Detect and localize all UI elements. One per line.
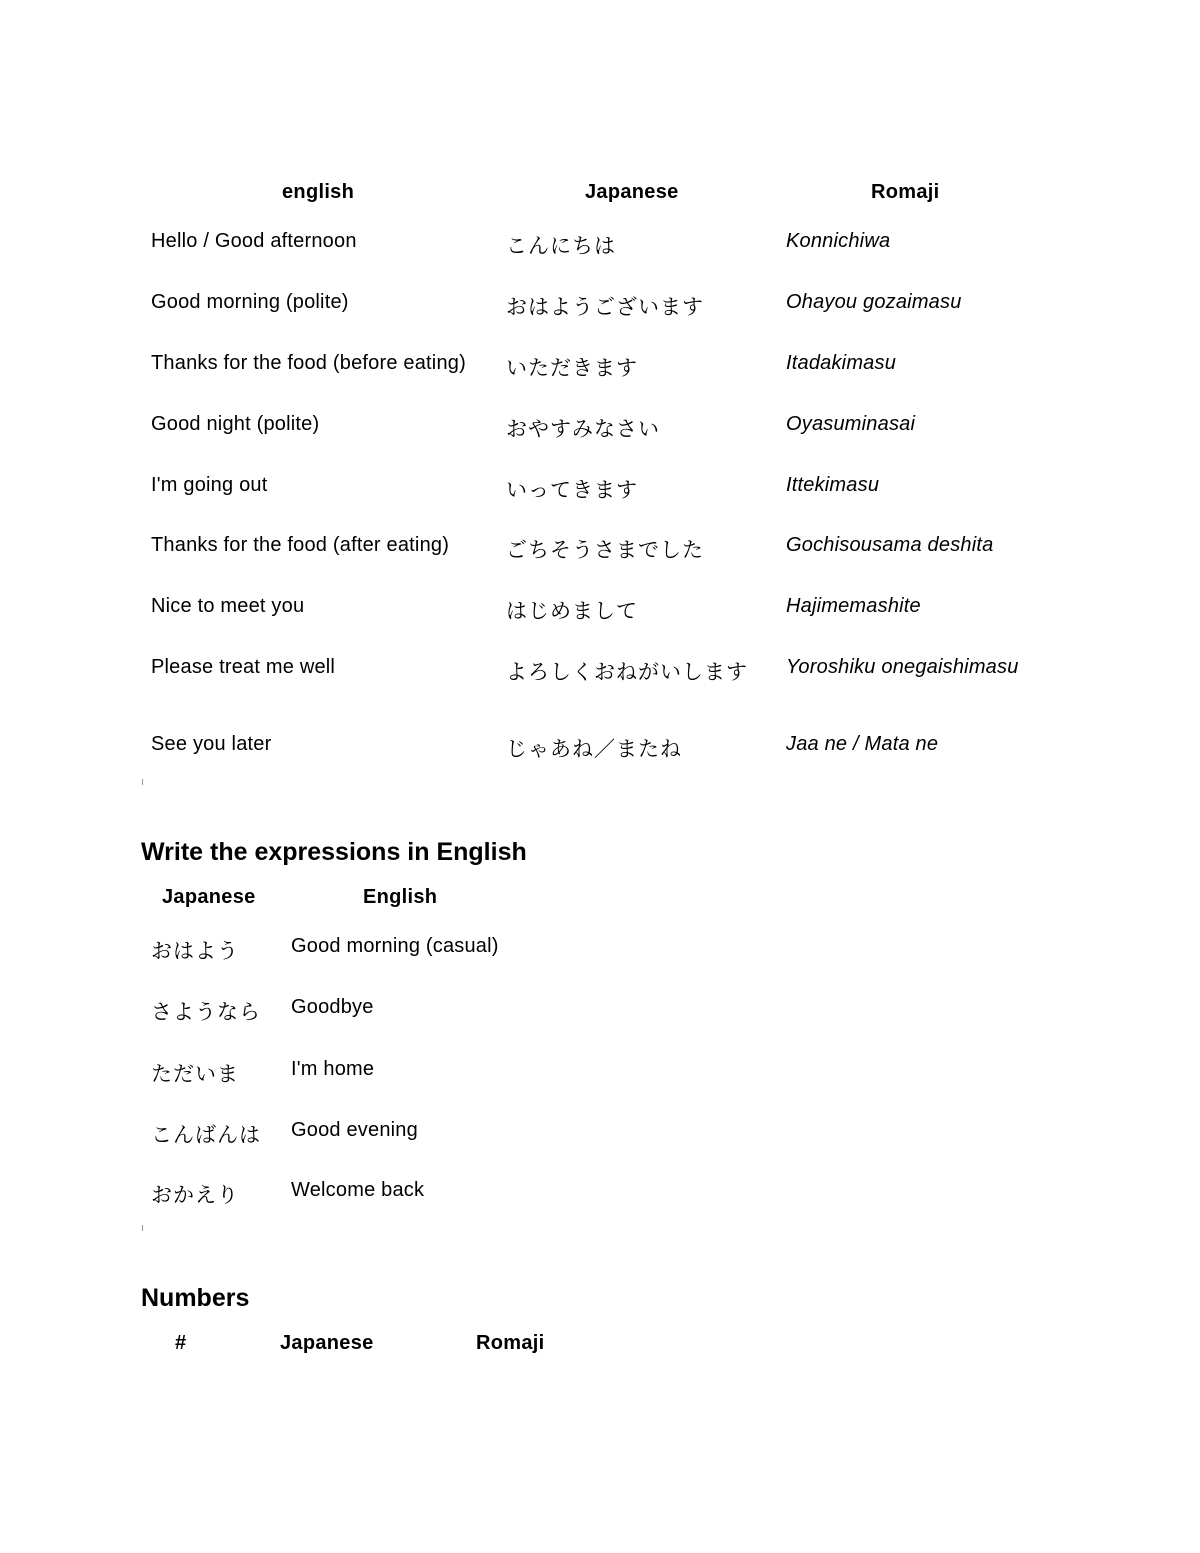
english-cell: Thanks for the food (after eating) [151, 534, 450, 556]
japanese-cell: よろしくおねがいします [506, 660, 748, 684]
english-cell: Good evening [291, 1119, 418, 1141]
english-cell: Please treat me well [151, 656, 336, 678]
section3-header-japanese: Japanese [280, 1332, 374, 1354]
section2-header-english: English [363, 886, 438, 908]
section-title-numbers: Numbers [141, 1284, 250, 1312]
japanese-cell: ただいま [151, 1062, 239, 1086]
japanese-cell: さようなら [151, 1000, 261, 1024]
english-cell: Good night (polite) [151, 413, 320, 435]
english-cell: Goodbye [291, 996, 374, 1018]
romaji-cell: Ittekimasu [786, 474, 880, 496]
section3-header-romaji: Romaji [476, 1332, 545, 1354]
japanese-cell: いってきます [506, 478, 638, 502]
english-cell: Nice to meet you [151, 595, 305, 617]
english-cell: Hello / Good afternoon [151, 230, 357, 252]
japanese-cell: おかえり [151, 1183, 239, 1207]
japanese-cell: いただきます [506, 356, 638, 380]
japanese-cell: おやすみなさい [506, 417, 660, 441]
table1-header-english: english [282, 181, 355, 203]
japanese-cell: じゃあね／またね [506, 737, 682, 761]
english-cell: See you later [151, 733, 272, 755]
english-cell: Good morning (casual) [291, 935, 499, 957]
table1-header-romaji: Romaji [871, 181, 940, 203]
japanese-cell: おはよう [151, 939, 239, 963]
section3-header-number: # [175, 1332, 187, 1354]
romaji-cell: Oyasuminasai [786, 413, 916, 435]
english-cell: Thanks for the food (before eating) [151, 352, 466, 374]
english-cell: I'm home [291, 1058, 375, 1080]
english-cell: Welcome back [291, 1179, 425, 1201]
romaji-cell: Jaa ne / Mata ne [786, 733, 939, 755]
romaji-cell: Konnichiwa [786, 230, 891, 252]
section-title-expressions: Write the expressions in English [141, 838, 527, 866]
english-cell: Good morning (polite) [151, 291, 349, 313]
romaji-cell: Hajimemashite [786, 595, 921, 617]
romaji-cell: Gochisousama deshita [786, 534, 994, 556]
romaji-cell: Itadakimasu [786, 352, 897, 374]
japanese-cell: ごちそうさまでした [506, 538, 704, 562]
romaji-cell: Yoroshiku onegaishimasu [786, 656, 1019, 678]
japanese-cell: はじめまして [506, 599, 638, 623]
paragraph-mark [142, 1225, 143, 1231]
english-cell: I'm going out [151, 474, 268, 496]
paragraph-mark [142, 779, 143, 785]
section2-header-japanese: Japanese [162, 886, 256, 908]
romaji-cell: Ohayou gozaimasu [786, 291, 962, 313]
japanese-cell: おはようございます [506, 295, 704, 319]
table1-header-japanese: Japanese [585, 181, 679, 203]
japanese-cell: こんにちは [506, 234, 616, 258]
japanese-cell: こんばんは [151, 1123, 261, 1147]
